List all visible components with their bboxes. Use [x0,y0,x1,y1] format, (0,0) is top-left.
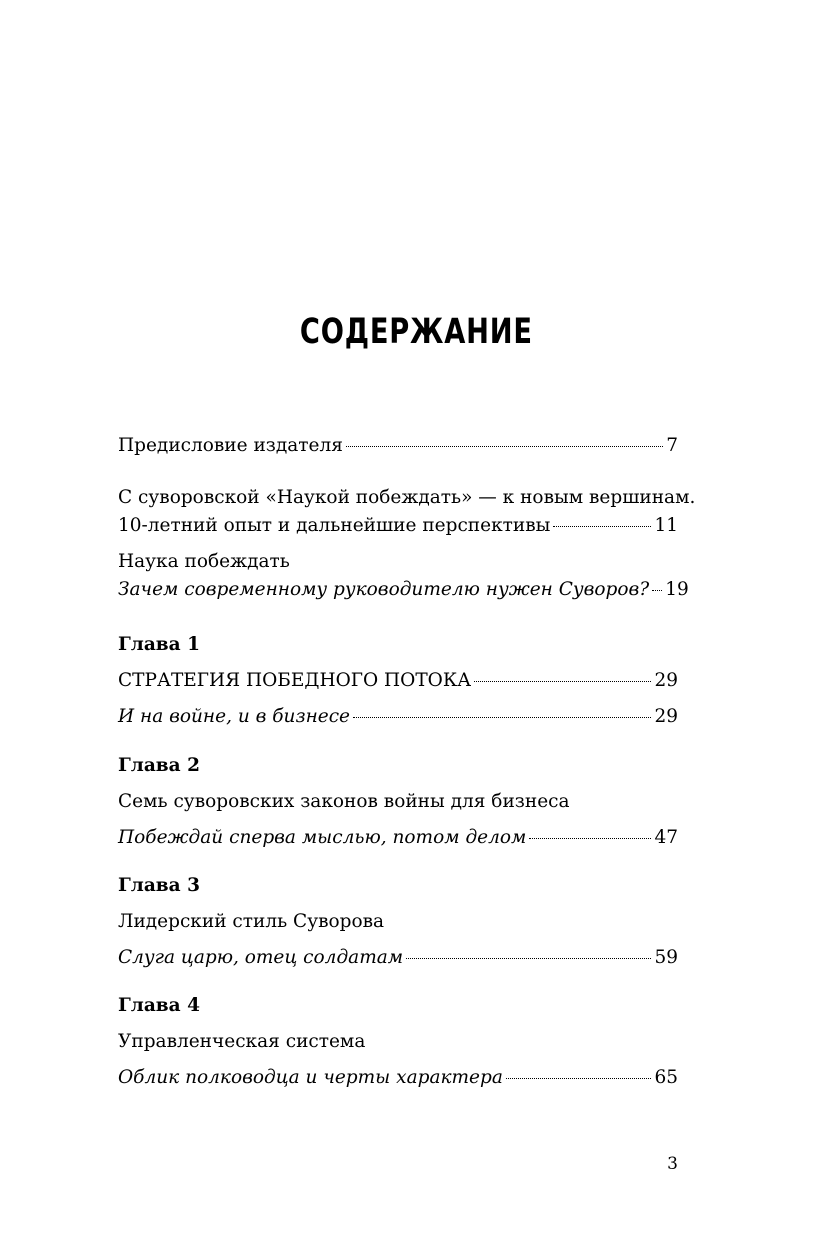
toc-entry-title: СТРАТЕГИЯ ПОБЕДНОГО ПОТОКА [118,670,472,691]
dot-leader [553,526,651,527]
toc-entry-subtitle: Слуга царю, отец солдатам [118,947,404,968]
dot-leader [353,717,651,718]
toc-entry-subtitle: Зачем современному руководителю нужен Суворов? [118,579,650,600]
dot-leader [474,681,651,682]
chapter-label: Глава 1 [118,634,200,655]
chapter-label: Глава 3 [118,875,200,896]
chapter-1-subtitle [118,705,678,729]
chapter-1-title [118,669,678,693]
toc-entry-preface [118,434,678,458]
toc-entry-page: 11 [654,515,678,536]
toc-entry-title: Лидерский стиль Суворова [118,911,385,932]
chapter-3-title [118,910,678,934]
toc-entry-page: 65 [654,1067,678,1088]
chapter-4-title [118,1030,678,1054]
toc-entry-page: 47 [654,827,678,848]
chapter-2-subtitle [118,826,678,850]
toc-entry-title: 10-летний опыт и дальнейшие перспективы [118,515,551,536]
chapter-label: Глава 2 [118,755,200,776]
dot-leader [406,958,651,959]
toc-entry-subtitle: Облик полководца и черты характера [118,1067,503,1088]
toc-entry-science-title [118,550,678,574]
toc-entry-subtitle: Побеждай сперва мыслью, потом делом [118,827,527,848]
chapter-3-subtitle [118,946,678,970]
dot-leader [506,1078,652,1079]
chapter-1-heading [118,633,678,657]
toc-entry-page: 29 [654,706,678,727]
dot-leader [529,838,651,839]
toc-entry-page: 19 [665,579,689,600]
toc-entry-title: С суворовской «Наукой побеждать» — к новым вершинам. [118,487,696,508]
chapter-label: Глава 4 [118,995,200,1016]
toc-entry-page: 59 [654,947,678,968]
chapter-2-title [118,790,678,814]
toc-entry-page: 29 [654,670,678,691]
toc-entry-suvorov-line1 [118,486,696,510]
toc-entry-suvorov-line2 [118,514,678,538]
toc-entry-title: Управленческая система [118,1031,366,1052]
chapter-4-heading [118,994,678,1018]
toc-entry-page: 7 [666,435,678,456]
chapter-4-subtitle [118,1066,678,1090]
toc-entry-title: Предисловие издателя [118,435,343,456]
page-number: 3 [667,1154,678,1174]
page-title: СОДЕРЖАНИЕ [299,312,533,352]
chapter-2-heading [118,754,678,778]
toc-entry-subtitle: И на войне, и в бизнесе [118,706,351,727]
chapter-3-heading [118,874,678,898]
toc-entry-title: Семь суворовских законов войны для бизнеса [118,791,570,812]
dot-leader [652,590,662,591]
toc-entry-science-subtitle [118,578,689,602]
toc-entry-title: Наука побеждать [118,551,290,572]
dot-leader [346,446,663,447]
